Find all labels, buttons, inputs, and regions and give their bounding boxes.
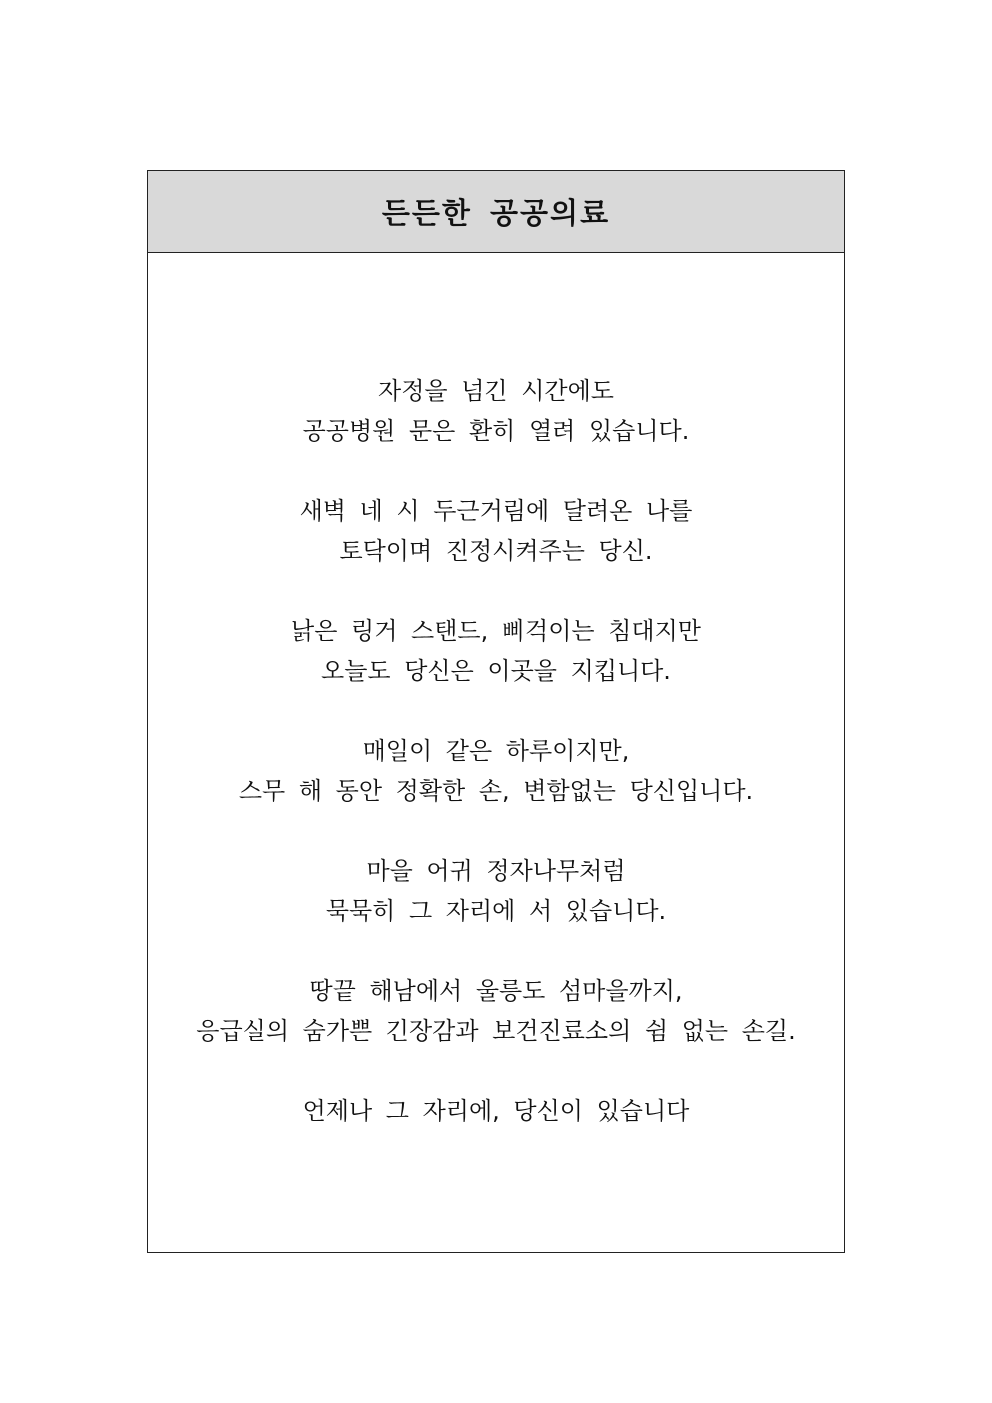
poem-card <box>147 170 845 1253</box>
stanza-3 <box>148 611 844 691</box>
poem-body <box>148 371 844 1171</box>
stanza-7 <box>148 1091 844 1131</box>
title-bar <box>148 171 844 253</box>
poem-line: 토닥이며 진정시켜주는 당신. <box>339 537 653 565</box>
poem-line: 새벽 네 시 두근거림에 달려온 나를 <box>299 497 693 525</box>
stanza-4 <box>148 731 844 811</box>
poem-line: 매일이 같은 하루이지만, <box>362 737 630 765</box>
stanza-1 <box>148 371 844 451</box>
poem-line: 마을 어귀 정자나무처럼 <box>366 857 626 885</box>
poem-line: 땅끝 해남에서 울릉도 섬마을까지, <box>309 977 683 1005</box>
poem-line: 언제나 그 자리에, 당신이 있습니다 <box>302 1097 690 1125</box>
stanza-5 <box>148 851 844 931</box>
poem-line: 응급실의 숨가쁜 긴장감과 보건진료소의 쉼 없는 손길. <box>196 1017 796 1045</box>
poem-title: 든든한 공공의료 <box>381 196 611 230</box>
stanza-6 <box>148 971 844 1051</box>
poem-line: 오늘도 당신은 이곳을 지킵니다. <box>321 657 671 685</box>
stanza-2 <box>148 491 844 571</box>
poem-line: 낡은 링거 스탠드, 삐걱이는 침대지만 <box>291 617 701 645</box>
poem-line: 스무 해 동안 정확한 손, 변함없는 당신입니다. <box>238 777 754 805</box>
poem-line: 자정을 넘긴 시간에도 <box>378 377 614 405</box>
poem-line: 묵묵히 그 자리에 서 있습니다. <box>325 897 667 925</box>
poem-line: 공공병원 문은 환히 열려 있습니다. <box>302 417 690 445</box>
